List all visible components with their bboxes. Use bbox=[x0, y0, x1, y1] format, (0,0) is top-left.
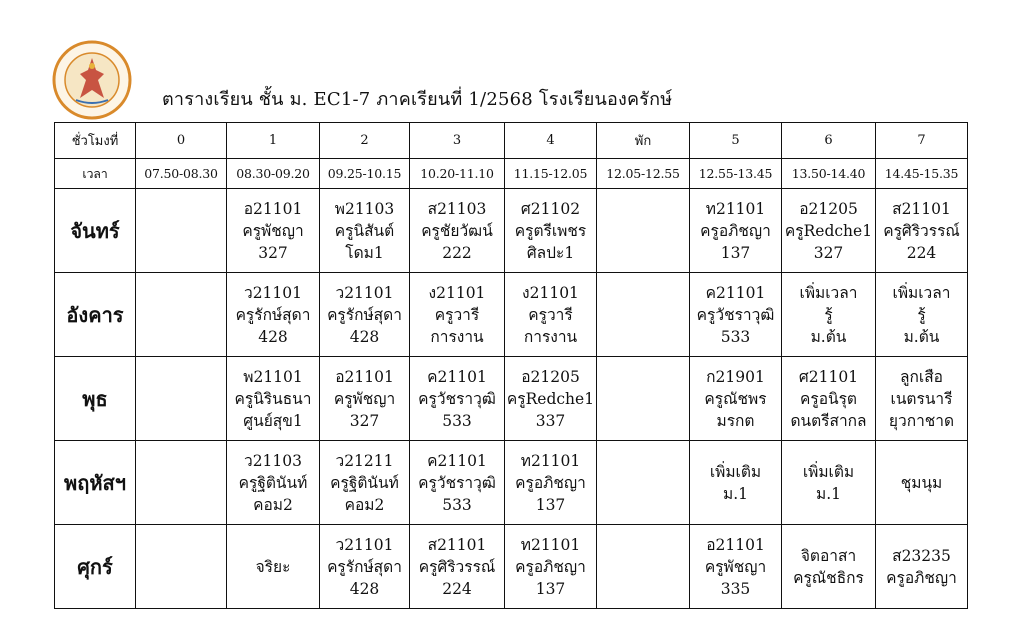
class-cell bbox=[410, 189, 505, 273]
class-room: ม.ต้น bbox=[903, 327, 940, 346]
class-teacher: ครูศิริวรรณ์ bbox=[883, 221, 960, 240]
class-code: จิตอาสา bbox=[800, 546, 857, 565]
class-cell bbox=[690, 441, 782, 525]
class-code: อ21101 bbox=[706, 535, 765, 554]
class-cell bbox=[505, 441, 597, 525]
period-number: 4 bbox=[505, 123, 597, 159]
class-teacher: ครูพัชญา bbox=[333, 389, 396, 408]
schedule-title: ตารางเรียน ชั้น ม. EC1-7 ภาคเรียนที่ 1/2568 โรงเรียนองครักษ์ bbox=[162, 89, 673, 110]
class-code: ท21101 bbox=[705, 199, 766, 218]
class-code: ว21211 bbox=[335, 451, 394, 470]
class-code: ท21101 bbox=[520, 451, 581, 470]
class-cell bbox=[690, 273, 782, 357]
class-cell bbox=[410, 441, 505, 525]
class-room: ศูนย์สุข1 bbox=[243, 411, 303, 430]
class-teacher: ครูRedche1 bbox=[784, 221, 873, 240]
class-cell bbox=[505, 189, 597, 273]
time-range: 12.05-12.55 bbox=[597, 159, 690, 189]
time-range: 09.25-10.15 bbox=[320, 159, 410, 189]
class-teacher: ครูณัชธิกร bbox=[793, 568, 864, 587]
period-break: พัก bbox=[597, 123, 690, 159]
class-cell bbox=[782, 357, 876, 441]
period-number: 0 bbox=[136, 123, 227, 159]
class-cell bbox=[876, 273, 968, 357]
class-cell bbox=[690, 525, 782, 609]
school-logo bbox=[52, 40, 132, 120]
class-code: ท21101 bbox=[520, 535, 581, 554]
class-room: ยุวกาชาด bbox=[888, 411, 955, 430]
class-code: ลูกเสือ bbox=[900, 367, 943, 386]
day-name: จันทร์ bbox=[55, 189, 136, 273]
class-cell bbox=[320, 189, 410, 273]
class-room: 337 bbox=[535, 411, 566, 430]
class-room: 222 bbox=[442, 243, 472, 262]
class-cell bbox=[410, 357, 505, 441]
class-code: ว21101 bbox=[243, 283, 302, 302]
class-teacher: ม.1 bbox=[815, 484, 841, 503]
class-room: 327 bbox=[258, 243, 288, 262]
class-code: ส21101 bbox=[427, 535, 487, 554]
class-code: ค21101 bbox=[705, 283, 766, 302]
class-cell bbox=[690, 357, 782, 441]
class-cell bbox=[320, 357, 410, 441]
day-row bbox=[55, 189, 968, 273]
class-teacher: ครูรักษ์สุดา bbox=[235, 305, 311, 324]
time-range: 14.45-15.35 bbox=[876, 159, 968, 189]
class-teacher: ครูวารี bbox=[434, 305, 480, 324]
class-cell bbox=[690, 189, 782, 273]
class-cell bbox=[320, 441, 410, 525]
class-teacher: ครูพัชญา bbox=[242, 221, 304, 240]
class-cell bbox=[876, 441, 968, 525]
class-cell bbox=[320, 525, 410, 609]
class-room: 327 bbox=[813, 243, 844, 262]
empty-cell bbox=[136, 441, 227, 525]
class-room: 335 bbox=[720, 579, 751, 598]
class-teacher: ครูพัชญา bbox=[704, 557, 767, 576]
class-room: ศิลปะ1 bbox=[526, 243, 575, 262]
class-room: ม.ต้น bbox=[810, 327, 847, 346]
class-code: ส23235 bbox=[892, 546, 951, 565]
class-teacher: ครูวัชราวุฒิ bbox=[696, 305, 775, 324]
class-cell bbox=[782, 189, 876, 273]
class-teacher: ครูอภิชญา bbox=[886, 568, 957, 587]
class-teacher: ครูอภิชญา bbox=[515, 557, 586, 576]
class-code: ว21103 bbox=[243, 451, 302, 470]
class-room: 137 bbox=[535, 579, 566, 598]
class-room: การงาน bbox=[430, 327, 484, 346]
class-room: 533 bbox=[442, 495, 472, 514]
class-room: 533 bbox=[442, 411, 472, 430]
class-code: อ21101 bbox=[243, 199, 303, 218]
period-number: 5 bbox=[690, 123, 782, 159]
class-teacher: ครูนิรินธนา bbox=[234, 389, 312, 408]
class-room: 224 bbox=[906, 243, 937, 262]
period-number: 7 bbox=[876, 123, 968, 159]
class-room: 224 bbox=[442, 579, 472, 598]
class-room: คอม2 bbox=[344, 495, 385, 514]
empty-cell bbox=[597, 441, 690, 525]
class-room: 533 bbox=[720, 327, 751, 346]
day-rows bbox=[55, 189, 968, 609]
class-room: 137 bbox=[535, 495, 566, 514]
day-name: ศุกร์ bbox=[55, 525, 136, 609]
class-cell bbox=[410, 273, 505, 357]
class-room: 428 bbox=[258, 327, 288, 346]
time-range: 10.20-11.10 bbox=[410, 159, 505, 189]
class-teacher: ครูชัยวัฒน์ bbox=[421, 221, 493, 240]
day-row bbox=[55, 273, 968, 357]
class-teacher: ครูตรีเพชร bbox=[514, 221, 587, 240]
class-room: มรกต bbox=[716, 411, 755, 430]
class-teacher: รู้ bbox=[917, 305, 926, 324]
class-cell bbox=[227, 189, 320, 273]
period-number: 1 bbox=[227, 123, 320, 159]
class-code: อ21205 bbox=[521, 367, 580, 386]
day-name: พฤหัสฯ bbox=[55, 441, 136, 525]
day-row bbox=[55, 357, 968, 441]
class-cell bbox=[505, 273, 597, 357]
period-number: 3 bbox=[410, 123, 505, 159]
class-cell bbox=[876, 525, 968, 609]
class-code: ศ21101 bbox=[798, 367, 859, 386]
class-teacher: ครูนิสันต์ bbox=[334, 221, 395, 240]
class-room: 428 bbox=[349, 579, 380, 598]
class-room: โดม1 bbox=[345, 243, 384, 262]
empty-cell bbox=[136, 525, 227, 609]
time-label: เวลา bbox=[55, 159, 136, 189]
class-code: ว21101 bbox=[335, 535, 394, 554]
class-cell bbox=[320, 273, 410, 357]
class-room: คอม2 bbox=[253, 495, 293, 514]
class-cell bbox=[410, 525, 505, 609]
period-number: 2 bbox=[320, 123, 410, 159]
period-number: 6 bbox=[782, 123, 876, 159]
class-teacher: ครูวัชราวุฒิ bbox=[418, 473, 496, 492]
empty-cell bbox=[597, 189, 690, 273]
class-cell bbox=[876, 357, 968, 441]
class-code: พ21103 bbox=[334, 199, 395, 218]
class-cell bbox=[227, 273, 320, 357]
class-teacher: รู้ bbox=[824, 305, 833, 324]
class-cell bbox=[782, 273, 876, 357]
time-range: 13.50-14.40 bbox=[782, 159, 876, 189]
class-cell bbox=[876, 189, 968, 273]
class-teacher: ครูศิริวรรณ์ bbox=[418, 557, 496, 576]
class-teacher: ครูอภิชญา bbox=[515, 473, 586, 492]
class-teacher: ครูวัชราวุฒิ bbox=[418, 389, 496, 408]
time-row bbox=[55, 159, 968, 189]
class-code: เพิ่มเติม bbox=[802, 462, 855, 481]
class-cell bbox=[227, 441, 320, 525]
class-code: ชุมนุม bbox=[900, 473, 943, 492]
class-room: การงาน bbox=[523, 327, 578, 346]
class-code: อ21205 bbox=[799, 199, 858, 218]
time-range: 12.55-13.45 bbox=[690, 159, 782, 189]
day-row bbox=[55, 441, 968, 525]
class-code: เพิ่มเวลา bbox=[799, 283, 858, 302]
empty-cell bbox=[136, 273, 227, 357]
class-teacher: เนตรนารี bbox=[890, 389, 953, 408]
class-code: พ21101 bbox=[243, 367, 303, 386]
empty-cell bbox=[597, 357, 690, 441]
class-schedule-table bbox=[54, 122, 968, 609]
time-range: 11.15-12.05 bbox=[505, 159, 597, 189]
class-teacher: ครูรักษ์สุดา bbox=[327, 305, 402, 324]
class-code: เพิ่มเติม bbox=[709, 462, 762, 481]
day-name: อังคาร bbox=[55, 273, 136, 357]
time-range: 07.50-08.30 bbox=[136, 159, 227, 189]
class-code: เพิ่มเวลา bbox=[892, 283, 951, 302]
class-code: จริยะ bbox=[255, 557, 291, 576]
class-code: ง21101 bbox=[428, 283, 486, 302]
class-cell bbox=[782, 441, 876, 525]
class-code: ส21101 bbox=[892, 199, 951, 218]
class-teacher: ครูฐิตินันท์ bbox=[330, 473, 399, 492]
class-teacher: ครูณัชพร bbox=[704, 389, 767, 408]
class-cell bbox=[227, 525, 320, 609]
empty-cell bbox=[597, 273, 690, 357]
class-cell bbox=[505, 357, 597, 441]
class-room: 428 bbox=[349, 327, 380, 346]
class-room: ดนตรีสากล bbox=[790, 411, 867, 430]
class-code: ศ21102 bbox=[520, 199, 581, 218]
period-label: ชั่วโมงที่ bbox=[55, 123, 136, 159]
empty-cell bbox=[597, 525, 690, 609]
class-teacher: ครูอนิรุต bbox=[800, 389, 857, 408]
class-room: 137 bbox=[720, 243, 751, 262]
class-teacher: ครูอภิชญา bbox=[700, 221, 771, 240]
time-range: 08.30-09.20 bbox=[227, 159, 320, 189]
class-cell bbox=[505, 525, 597, 609]
class-code: ว21101 bbox=[335, 283, 394, 302]
empty-cell bbox=[136, 189, 227, 273]
period-header-row bbox=[55, 123, 968, 159]
class-teacher: ครูRedche1 bbox=[506, 389, 595, 408]
day-row bbox=[55, 525, 968, 609]
class-teacher: ครูวารี bbox=[528, 305, 573, 324]
class-code: ส21103 bbox=[427, 199, 487, 218]
class-code: ค21101 bbox=[427, 367, 487, 386]
class-code: ก21901 bbox=[706, 367, 765, 386]
class-code: ง21101 bbox=[522, 283, 579, 302]
class-room: 327 bbox=[349, 411, 380, 430]
class-cell bbox=[782, 525, 876, 609]
day-name: พุธ bbox=[55, 357, 136, 441]
empty-cell bbox=[136, 357, 227, 441]
class-code: ค21101 bbox=[427, 451, 487, 470]
class-teacher: ครูรักษ์สุดา bbox=[327, 557, 402, 576]
class-cell bbox=[227, 357, 320, 441]
class-teacher: ม.1 bbox=[722, 484, 748, 503]
class-code: อ21101 bbox=[335, 367, 394, 386]
class-teacher: ครูฐิตินันท์ bbox=[238, 473, 308, 492]
